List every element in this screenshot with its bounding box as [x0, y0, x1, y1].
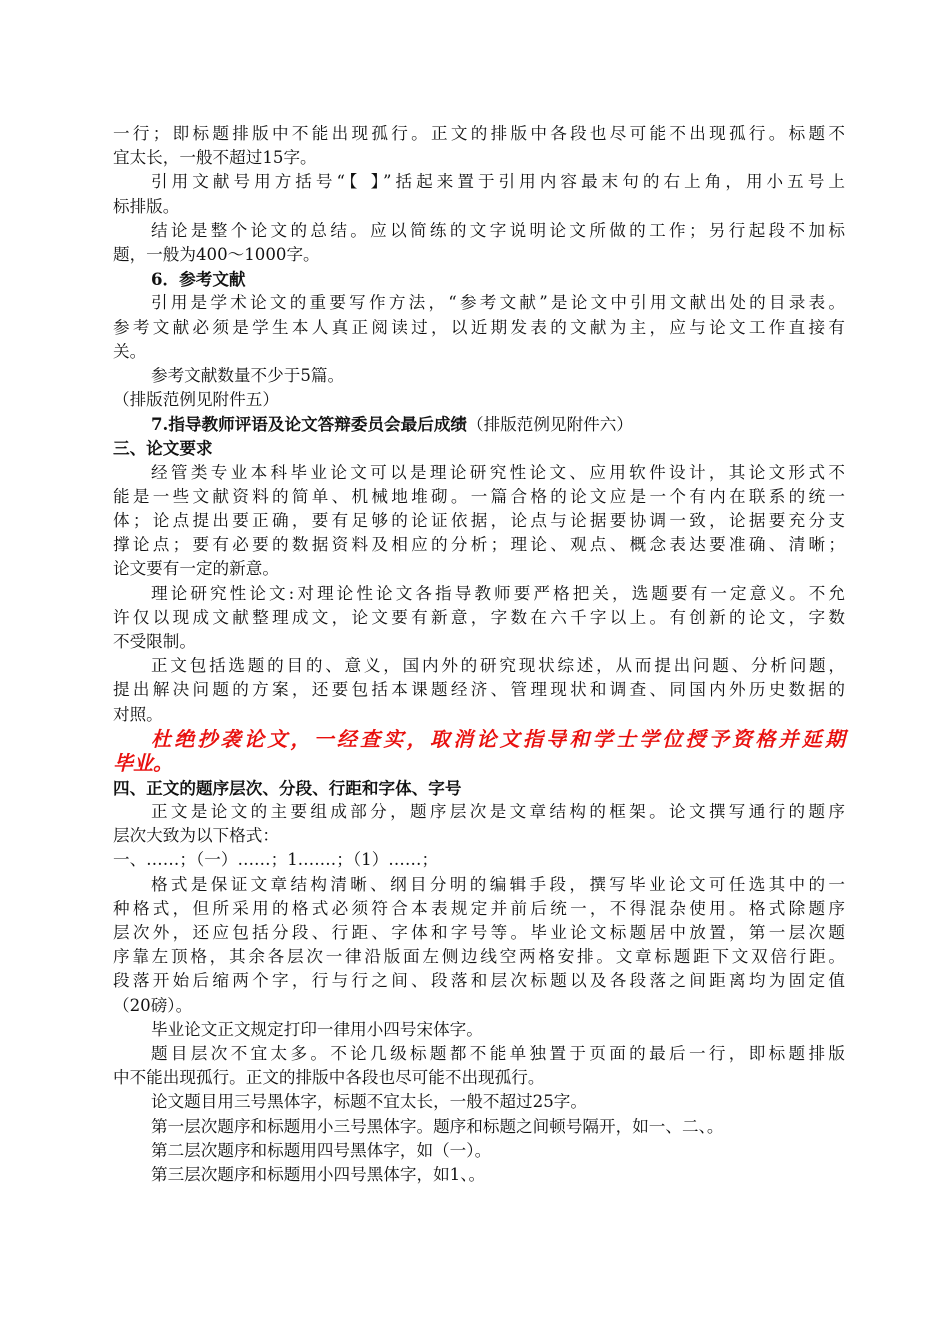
- text-line: （排版范例见附件五）: [113, 390, 279, 410]
- text-line: 论文题目用三号黑体字，标题不宜太长，一般不超过25字。: [151, 1092, 587, 1112]
- text-line: 层次大致为以下格式：: [113, 826, 279, 846]
- text-line: 格式是保证文章结构清晰、纲目分明的编辑手段，撰写毕业论文可任选其中的一: [151, 874, 845, 894]
- text-line: 第一层次题序和标题用小三号黑体字。题序和标题之间顿号隔开，如一、二、。: [151, 1116, 724, 1136]
- text-line: 宜太长，一般不超过15字。: [113, 148, 317, 168]
- text-line: 中不能出现孤行。正文的排版中各段也尽可能不出现孤行。: [113, 1068, 545, 1088]
- text-line: 引用文献号用方括号“【 】”括起来置于引用内容最末句的右上角，用小五号上: [151, 172, 845, 192]
- text-line: 正文包括选题的目的、意义，国内外的研究现状综述，从而提出问题、分析问题，: [151, 656, 845, 676]
- text-line: 序靠左顶格，其余各层次一律沿版面左侧边线空两格安排。文章标题距下文双倍行距。: [113, 947, 845, 967]
- text-line: 不受限制。: [113, 631, 196, 651]
- text-line: 参考文献数量不少于5篇。: [151, 365, 345, 385]
- warning-line: 杜绝抄袭论文，一经查实，取消论文指导和学士学位授予资格并延期: [151, 726, 845, 751]
- text-line: 第三层次题序和标题用小四号黑体字，如1、。: [151, 1164, 486, 1184]
- text-line: 引用是学术论文的重要写作方法，“参考文献”是论文中引用文献出处的目录表。: [151, 293, 845, 313]
- document-page: [113, 122, 845, 1187]
- chapter-heading: 三、论文要求: [113, 438, 213, 459]
- text-line: 层次外，还应包括分段、行距、字体和字号等。毕业论文标题居中放置，第一层次题: [113, 923, 845, 942]
- text-line: 题，一般为400～1000字。: [113, 244, 320, 264]
- text-line: 第二层次题序和标题用四号黑体字，如（一）。: [151, 1140, 492, 1160]
- text-line: 理论研究性论文:对理论性论文各指导教师要严格把关，选题要有一定意义。不允: [151, 583, 845, 603]
- section-heading: 6．参考文献: [151, 269, 246, 290]
- text-line: 体；论点提出要正确，要有足够的论证依据，论点与论据要协调一致，论据要充分支: [113, 511, 845, 530]
- text-line: 段落开始后缩两个字，行与行之间、段落和层次标题以及各段落之间距离均为固定值: [113, 971, 845, 991]
- text-line: 结论是整个论文的总结。应以简练的文字说明论文所做的工作；另行起段不加标: [151, 220, 845, 240]
- text-line: 一行；即标题排版中不能出现孤行。正文的排版中各段也尽可能不出现孤行。标题不: [113, 124, 845, 143]
- text-line: 毕业论文正文规定打印一律用小四号宋体字。: [151, 1019, 483, 1039]
- text-line: 许仅以现成文献整理成文，论文要有新意，字数在六千字以上。有创新的论文，字数: [113, 607, 845, 627]
- text-line: 标排版。: [113, 196, 180, 216]
- text-line: 参考文献必须是学生本人真正阅读过，以近期发表的文献为主，应与论文工作直接有: [113, 317, 845, 337]
- text-line: 论文要有一定的新意。: [113, 559, 279, 579]
- text-line: 种格式，但所采用的格式必须符合本表规定并前后统一，不得混杂使用。格式除题序: [113, 898, 845, 918]
- text-line: 能是一些文献资料的简单、机械地堆砌。一篇合格的论文应是一个有内在联系的统一: [113, 486, 845, 506]
- format-example-line: 一、……；（一）……；1.……；（1）……；: [113, 850, 439, 870]
- heading-note: （排版范例见附件六）: [467, 415, 633, 435]
- text-line: 提出解决问题的方案，还要包括本课题经济、管理现状和调查、同国内外历史数据的: [113, 680, 845, 700]
- section-heading: 7.指导教师评语及论文答辩委员会最后成绩: [151, 414, 468, 435]
- text-line: 题目层次不宜太多。不论几级标题都不能单独置于页面的最后一行，即标题排版: [151, 1043, 845, 1063]
- text-line: 正文是论文的主要组成部分，题序层次是文章结构的框架。论文撰写通行的题序: [151, 802, 845, 822]
- section-heading-line: [113, 412, 845, 436]
- warning-line: 毕业。: [113, 751, 173, 776]
- text-line: 经管类专业本科毕业论文可以是理论研究性论文、应用软件设计，其论文形式不: [151, 462, 845, 482]
- text-line: 关。: [113, 341, 147, 361]
- text-line: 对照。: [113, 704, 163, 724]
- text-line: （20磅）。: [113, 995, 193, 1015]
- text-line: 撑论点；要有必要的数据资料及相应的分析；理论、观点、概念表达要准确、清晰；: [113, 535, 845, 555]
- chapter-heading: 四、正文的题序层次、分段、行距和字体、字号: [113, 777, 462, 798]
